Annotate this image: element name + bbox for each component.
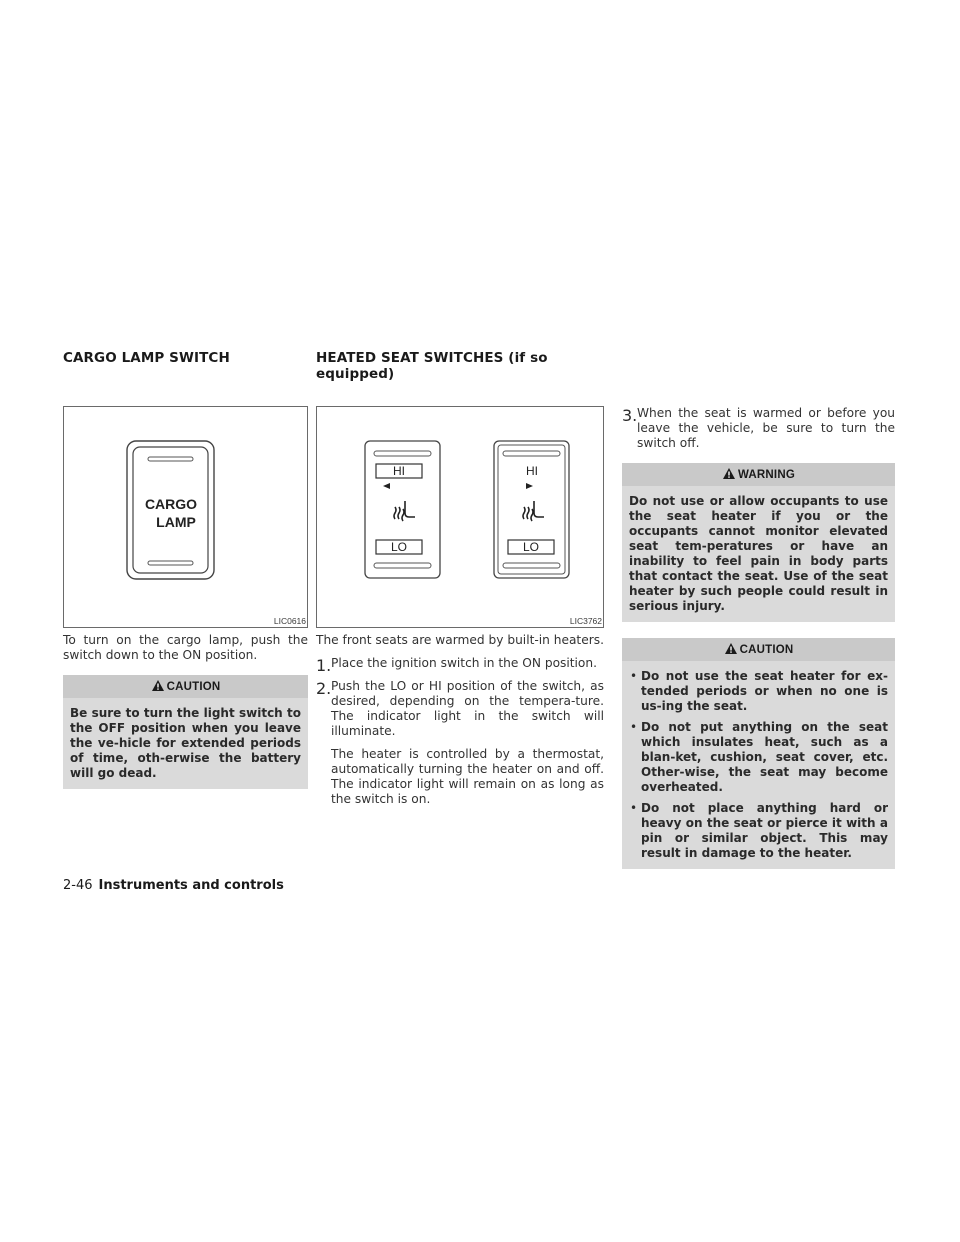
page-footer	[63, 878, 284, 893]
cargo-intro-text: To turn on the cargo lamp, push the switch down to the ON position.	[63, 633, 308, 662]
warning-title: WARNING	[738, 469, 795, 481]
step-1	[316, 656, 604, 675]
cargo-lamp-heading: CARGO LAMP SWITCH	[63, 350, 230, 366]
warning-triangle-icon	[724, 642, 738, 655]
figure-id: LIC3762	[569, 616, 602, 626]
heading-line1: HEATED SEAT SWITCHES (if so	[316, 350, 548, 366]
heated-seat-continued	[622, 406, 895, 869]
heated-seat-heading	[316, 350, 604, 382]
left-lo-label: LO	[390, 540, 408, 554]
switch-label-line1: CARGO	[144, 496, 198, 512]
cargo-lamp-switch-illustration	[64, 407, 307, 627]
caution-title: CAUTION	[739, 644, 794, 656]
warning-header	[622, 463, 895, 486]
right-lo-label: LO	[522, 540, 540, 554]
heated-seat-section	[316, 350, 604, 807]
step-text: When the seat is warmed or before you leave the vehicle, be sure to turn the switch off.	[637, 406, 895, 450]
figure-id: LIC0616	[273, 616, 306, 626]
caution-header	[622, 638, 895, 661]
step-3	[622, 406, 895, 451]
list-item: • Do not place anything hard or heavy on the seat or pierce it with a pin or similar object. This may result in damage to the heater.	[629, 801, 888, 861]
seat-heater-icon	[394, 501, 415, 521]
heated-caution-box	[622, 638, 895, 869]
page-number: 2-46	[63, 878, 93, 893]
cargo-caution-box	[63, 675, 308, 789]
caution-list	[629, 669, 888, 861]
caution-header	[63, 675, 308, 698]
left-hi-label: HI	[393, 464, 405, 478]
warning-text: Do not use or allow occupants to use the seat heater if you or the occupants cannot monitor elevated seat tem-peratures or have an inability to feel pain in body parts that contact the seat. Use of the seat heater by such people could result in serious injury.	[629, 494, 888, 613]
arrow-icon	[383, 483, 390, 489]
caution-title: CAUTION	[166, 681, 221, 693]
step-number: 1.	[316, 656, 332, 675]
cargo-lamp-figure	[63, 406, 308, 628]
list-item: • Do not put anything on the seat which insulates heat, such as a blan-ket, cushion, seat cover, etc. Other-wise, the seat may become overheated.	[629, 720, 888, 795]
step-text: Place the ignition switch in the ON position.	[331, 656, 597, 670]
footer-section-title: Instruments and controls	[98, 878, 284, 893]
warning-triangle-icon	[151, 679, 165, 692]
step-2	[316, 679, 604, 807]
switch-label-line2: LAMP	[156, 514, 196, 530]
warning-box	[622, 463, 895, 622]
step-number: 2.	[316, 679, 332, 698]
arrow-icon	[526, 483, 533, 489]
warning-triangle-icon	[722, 467, 736, 480]
step-number: 3.	[622, 406, 638, 425]
heated-seat-switch-illustration	[317, 407, 603, 627]
step-subtext: The heater is controlled by a thermostat, automatically turning the heater on and off. The indicator light will remain on as long as the switch is on.	[331, 747, 604, 806]
heated-seat-figure	[316, 406, 604, 628]
seat-heater-icon	[523, 501, 544, 521]
caution-text: Be sure to turn the light switch to the OFF position when you leave the ve-hicle for extended periods of time, oth-erwise the battery will go dead.	[70, 706, 301, 780]
heated-intro-text: The front seats are warmed by built-in heaters.	[316, 633, 604, 647]
list-item: • Do not use the seat heater for ex-tended periods or when no one is us-ing the seat.	[629, 669, 888, 714]
cargo-lamp-section	[63, 350, 308, 789]
heading-line2: equipped)	[316, 366, 395, 382]
step-text: Push the LO or HI position of the switch, as desired, depending on the tempera-ture. The indicator light in the switch will illuminate.	[331, 679, 604, 738]
right-hi-label: HI	[526, 464, 538, 478]
